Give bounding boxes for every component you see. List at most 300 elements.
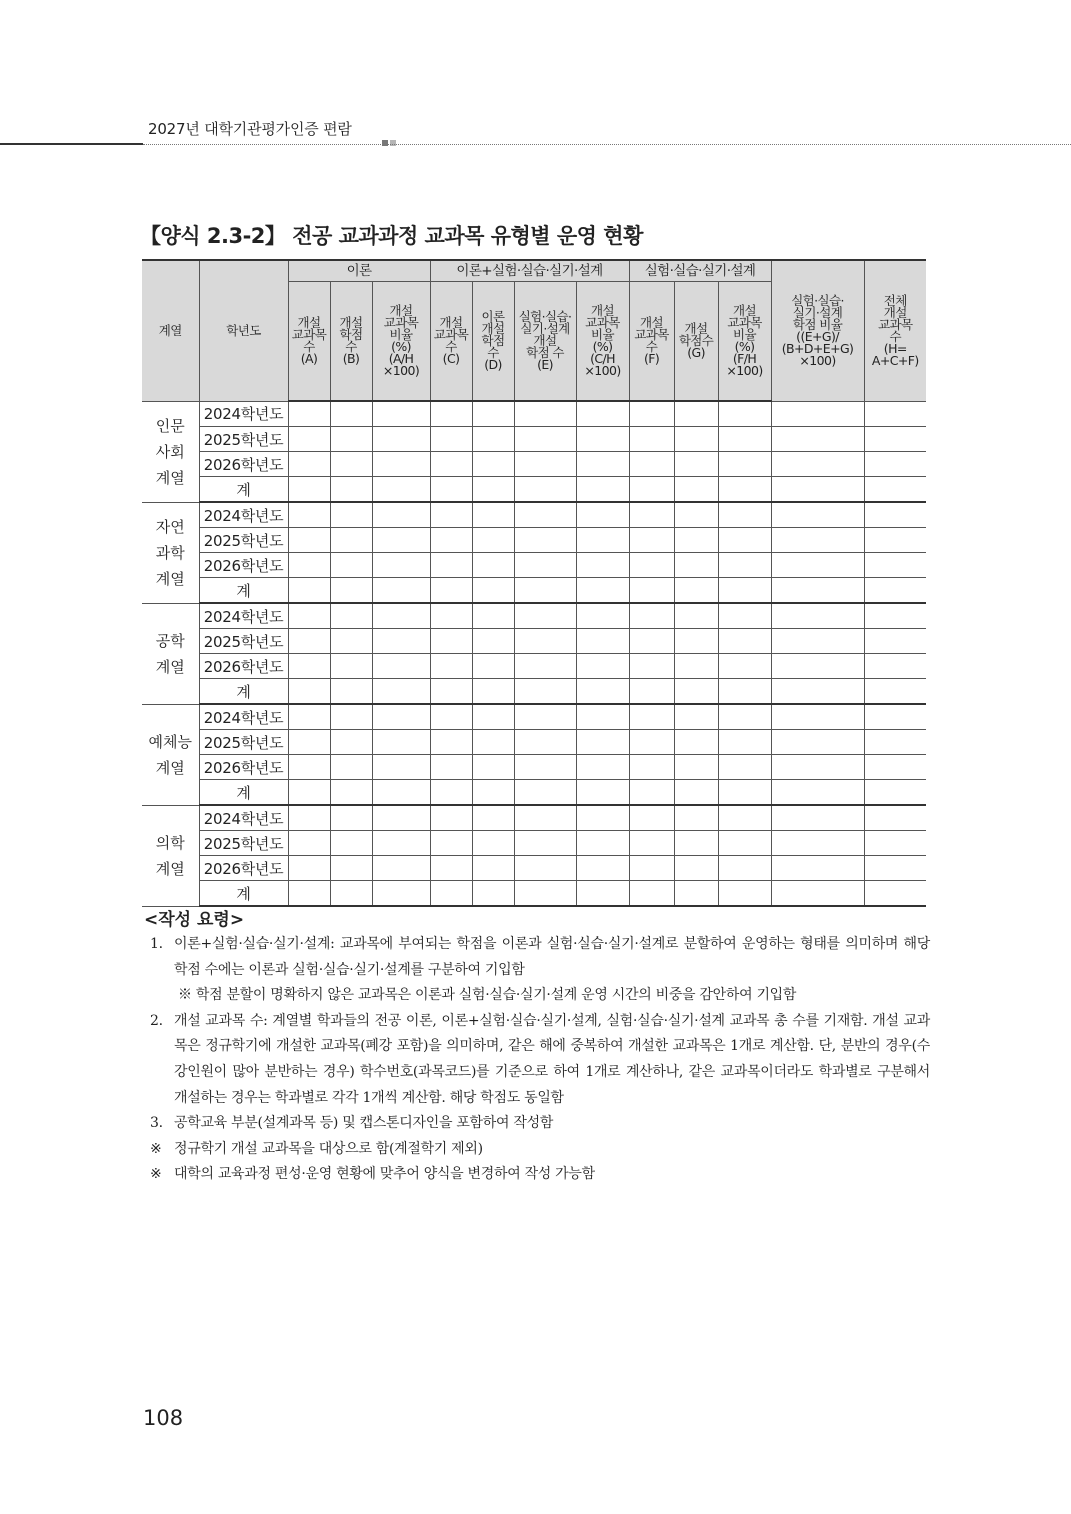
data-cell[interactable] [288,856,330,881]
data-cell[interactable] [718,856,771,881]
data-cell[interactable] [771,704,864,730]
data-cell[interactable] [472,578,514,604]
guide-item-number: 2. [150,1012,163,1029]
category-name-line: 계열 [155,758,185,777]
data-cell[interactable] [864,654,926,679]
data-cell[interactable] [674,730,718,755]
data-cell[interactable] [864,477,926,503]
data-cell[interactable] [288,654,330,679]
data-cell[interactable] [629,831,674,856]
data-cell[interactable] [771,856,864,881]
data-cell[interactable] [576,856,629,881]
data-cell[interactable] [514,629,576,654]
data-cell[interactable] [674,805,718,831]
guide-item-text: 공학교육 부분(설계과목 등) 및 캡스톤디자인을 포함하여 작성함 [174,1115,554,1132]
data-cell[interactable] [514,427,576,452]
data-cell[interactable] [472,881,514,907]
data-cell[interactable] [330,831,372,856]
header-squares-decoration [382,131,398,150]
data-cell[interactable] [576,881,629,907]
data-cell[interactable] [472,679,514,705]
data-cell[interactable] [514,452,576,477]
data-cell[interactable] [864,805,926,831]
data-cell[interactable] [372,704,430,730]
table-row [142,780,926,806]
category-name-line: 계열 [155,657,185,676]
data-cell[interactable] [718,502,771,528]
data-cell[interactable] [629,502,674,528]
data-cell[interactable] [514,553,576,578]
data-cell[interactable] [372,629,430,654]
data-cell[interactable] [372,755,430,780]
data-cell[interactable] [288,679,330,705]
header-sub-column [629,282,674,402]
data-cell[interactable] [288,401,330,427]
data-cell[interactable] [472,856,514,881]
data-cell[interactable] [629,553,674,578]
data-cell[interactable] [629,780,674,806]
data-cell[interactable] [372,401,430,427]
data-cell[interactable] [576,805,629,831]
data-cell[interactable] [674,477,718,503]
data-cell[interactable] [472,452,514,477]
data-cell[interactable] [771,502,864,528]
data-cell[interactable] [472,477,514,503]
data-cell[interactable] [718,553,771,578]
data-cell[interactable] [288,553,330,578]
data-cell[interactable] [864,881,926,907]
data-cell[interactable] [629,730,674,755]
data-cell[interactable] [330,603,372,629]
data-cell[interactable] [514,477,576,503]
data-cell[interactable] [288,881,330,907]
data-cell[interactable] [430,856,472,881]
data-cell[interactable] [629,629,674,654]
data-cell[interactable] [514,654,576,679]
data-cell[interactable] [718,654,771,679]
data-cell[interactable] [288,730,330,755]
header-line: 실험·실습· [518,309,572,324]
data-cell[interactable] [629,603,674,629]
data-cell[interactable] [330,679,372,705]
data-cell[interactable] [430,805,472,831]
data-cell[interactable] [674,755,718,780]
data-cell[interactable] [864,528,926,553]
data-cell[interactable] [472,553,514,578]
guide-item-number: ※ [150,1166,162,1183]
data-cell[interactable] [472,730,514,755]
data-cell[interactable] [771,755,864,780]
data-cell[interactable] [771,401,864,427]
table-row [142,502,926,528]
course-type-table [142,259,926,907]
data-cell[interactable] [629,704,674,730]
data-cell[interactable] [372,603,430,629]
data-cell[interactable] [771,831,864,856]
data-cell[interactable] [288,578,330,604]
data-cell[interactable] [514,401,576,427]
data-cell[interactable] [718,427,771,452]
data-cell[interactable] [629,401,674,427]
data-cell[interactable] [288,780,330,806]
data-cell[interactable] [576,603,629,629]
data-cell[interactable] [576,578,629,604]
header-line: 학점수 [678,333,714,348]
data-cell[interactable] [718,805,771,831]
data-cell[interactable] [514,831,576,856]
header-line: (E) [537,357,553,372]
table-row [142,805,926,831]
data-cell[interactable] [674,780,718,806]
header-line: 개설 [591,303,614,318]
data-cell[interactable] [674,427,718,452]
data-cell[interactable] [771,553,864,578]
data-cell[interactable] [514,679,576,705]
data-cell[interactable] [576,502,629,528]
data-cell[interactable] [674,856,718,881]
data-cell[interactable] [288,502,330,528]
header-line: ×100) [726,363,763,378]
data-cell[interactable] [288,755,330,780]
data-cell[interactable] [330,856,372,881]
data-cell[interactable] [674,553,718,578]
data-cell[interactable] [718,755,771,780]
data-cell[interactable] [372,881,430,907]
data-cell[interactable] [372,578,430,604]
data-cell[interactable] [674,704,718,730]
data-cell[interactable] [576,831,629,856]
data-cell[interactable] [576,629,629,654]
data-cell[interactable] [864,578,926,604]
data-cell[interactable] [576,679,629,705]
data-cell[interactable] [372,427,430,452]
data-cell[interactable] [472,805,514,831]
data-cell[interactable] [864,730,926,755]
data-cell[interactable] [330,704,372,730]
data-cell[interactable] [514,805,576,831]
data-cell[interactable] [718,578,771,604]
data-cell[interactable] [330,401,372,427]
data-cell[interactable] [288,603,330,629]
data-cell[interactable] [718,881,771,907]
data-cell[interactable] [430,553,472,578]
data-cell[interactable] [430,654,472,679]
data-cell[interactable] [771,603,864,629]
data-cell[interactable] [472,528,514,553]
table-row [142,730,926,755]
table-row [142,528,926,553]
data-cell[interactable] [771,629,864,654]
data-cell[interactable] [771,427,864,452]
data-cell[interactable] [674,679,718,705]
data-cell[interactable] [718,401,771,427]
data-cell[interactable] [372,831,430,856]
data-cell[interactable] [674,881,718,907]
header-line: 수 [345,339,357,354]
data-cell[interactable] [718,730,771,755]
data-cell[interactable] [576,477,629,503]
data-cell[interactable] [864,553,926,578]
data-cell[interactable] [472,427,514,452]
data-cell[interactable] [330,553,372,578]
data-cell[interactable] [576,704,629,730]
data-cell[interactable] [674,502,718,528]
data-cell[interactable] [674,578,718,604]
data-cell[interactable] [629,477,674,503]
category-name-line: 공학 [155,631,185,650]
data-cell[interactable] [718,629,771,654]
data-cell[interactable] [330,452,372,477]
data-cell[interactable] [771,654,864,679]
data-cell[interactable] [718,477,771,503]
year-cell: 2026학년도 [199,452,288,477]
data-cell[interactable] [629,528,674,553]
data-cell[interactable] [718,603,771,629]
data-cell[interactable] [576,654,629,679]
data-cell[interactable] [718,780,771,806]
data-cell[interactable] [472,629,514,654]
data-cell[interactable] [718,528,771,553]
data-cell[interactable] [430,704,472,730]
data-cell[interactable] [472,502,514,528]
data-cell[interactable] [629,578,674,604]
data-cell[interactable] [372,502,430,528]
data-cell[interactable] [430,730,472,755]
data-cell[interactable] [576,528,629,553]
header-practice-credit-ratio [771,260,864,401]
header-line: 교과목 [433,327,469,342]
data-cell[interactable] [430,755,472,780]
data-cell[interactable] [576,730,629,755]
data-cell[interactable] [330,528,372,553]
data-cell[interactable] [771,679,864,705]
data-cell[interactable] [288,629,330,654]
data-cell[interactable] [771,452,864,477]
data-cell[interactable] [472,401,514,427]
data-cell[interactable] [864,603,926,629]
data-cell[interactable] [472,654,514,679]
data-cell[interactable] [514,755,576,780]
data-cell[interactable] [771,578,864,604]
table-row [142,831,926,856]
header-line: (H= [883,340,907,356]
header-group-practice: 실험·실습·실기·설계 [629,260,771,282]
data-cell[interactable] [514,502,576,528]
data-cell[interactable] [472,704,514,730]
header-line: 수 [445,339,457,354]
data-cell[interactable] [472,603,514,629]
data-cell[interactable] [674,528,718,553]
data-cell[interactable] [864,427,926,452]
data-cell[interactable] [330,805,372,831]
guide-item-number: ※ [150,1140,162,1157]
data-cell[interactable] [864,780,926,806]
data-cell[interactable] [514,704,576,730]
data-cell[interactable] [430,477,472,503]
data-cell[interactable] [288,477,330,503]
guide-title: <작성 요령> [144,910,245,930]
data-cell[interactable] [288,805,330,831]
header-line: (D) [484,357,502,372]
data-cell[interactable] [430,578,472,604]
data-cell[interactable] [372,452,430,477]
data-cell[interactable] [472,831,514,856]
data-cell[interactable] [514,780,576,806]
data-cell[interactable] [629,856,674,881]
data-cell[interactable] [674,603,718,629]
data-cell[interactable] [576,427,629,452]
data-cell[interactable] [771,881,864,907]
year-cell: 계 [199,477,288,503]
year-cell: 2024학년도 [199,603,288,629]
data-cell[interactable] [864,755,926,780]
data-cell[interactable] [330,755,372,780]
data-cell[interactable] [864,679,926,705]
data-cell[interactable] [514,881,576,907]
category-name [142,502,199,603]
category-name [142,603,199,704]
header-group-theory: 이론 [288,260,430,282]
data-cell[interactable] [430,427,472,452]
header-line: 수 [889,328,902,344]
data-cell[interactable] [514,578,576,604]
guide-item [150,932,930,983]
header-line: 교과목 [634,327,669,342]
data-cell[interactable] [718,452,771,477]
header-line: 학점 [481,333,505,348]
data-cell[interactable] [430,629,472,654]
header-line: 학점 비율 [792,316,843,332]
data-cell[interactable] [430,679,472,705]
data-cell[interactable] [330,427,372,452]
year-cell: 2025학년도 [199,528,288,553]
data-cell[interactable] [629,427,674,452]
data-cell[interactable] [330,578,372,604]
data-cell[interactable] [864,502,926,528]
guide-item [150,1162,930,1188]
data-cell[interactable] [430,502,472,528]
data-cell[interactable] [718,704,771,730]
data-cell[interactable] [674,401,718,427]
year-cell: 2024학년도 [199,401,288,427]
table-row [142,477,926,503]
header-line: 개설 [297,315,321,330]
header-line: 비율 [389,327,413,342]
data-cell[interactable] [718,831,771,856]
header-line: A+C+F) [871,352,919,368]
data-cell[interactable] [372,679,430,705]
data-cell[interactable] [864,831,926,856]
data-cell[interactable] [629,679,674,705]
data-cell[interactable] [514,528,576,553]
guide-item [150,1009,930,1111]
data-cell[interactable] [674,831,718,856]
data-cell[interactable] [576,452,629,477]
data-cell[interactable] [576,755,629,780]
data-cell[interactable] [372,477,430,503]
data-cell[interactable] [472,755,514,780]
header-line: 개설 [339,315,363,330]
data-cell[interactable] [771,528,864,553]
data-cell[interactable] [330,629,372,654]
data-cell[interactable] [330,502,372,528]
data-cell[interactable] [576,401,629,427]
data-cell[interactable] [771,730,864,755]
data-cell[interactable] [288,452,330,477]
data-cell[interactable] [771,780,864,806]
data-cell[interactable] [430,452,472,477]
data-cell[interactable] [430,881,472,907]
year-cell: 2025학년도 [199,730,288,755]
header-sub-column [288,282,330,402]
data-cell[interactable] [864,401,926,427]
data-cell[interactable] [372,528,430,553]
header-line: 개설 [481,321,505,336]
data-cell[interactable] [288,528,330,553]
data-cell[interactable] [288,831,330,856]
data-cell[interactable] [771,477,864,503]
data-cell[interactable] [674,629,718,654]
data-cell[interactable] [430,528,472,553]
data-cell[interactable] [372,654,430,679]
data-cell[interactable] [330,881,372,907]
data-cell[interactable] [629,755,674,780]
data-cell[interactable] [514,603,576,629]
data-cell[interactable] [629,805,674,831]
data-cell[interactable] [372,856,430,881]
data-cell[interactable] [430,780,472,806]
data-cell[interactable] [430,831,472,856]
guide-item-number: 3. [150,1115,163,1132]
header-sub-column [330,282,372,402]
data-cell[interactable] [330,780,372,806]
data-cell[interactable] [330,654,372,679]
data-cell[interactable] [430,603,472,629]
data-cell[interactable] [629,452,674,477]
data-cell[interactable] [514,856,576,881]
data-cell[interactable] [372,553,430,578]
category-name-line: 자연 [155,517,185,536]
data-cell[interactable] [718,679,771,705]
data-cell[interactable] [864,629,926,654]
data-cell[interactable] [330,730,372,755]
header-group-mixed: 이론+실험·실습·실기·설계 [430,260,629,282]
header-line: (A/H [388,351,414,366]
data-cell[interactable] [514,730,576,755]
data-cell[interactable] [372,805,430,831]
data-cell[interactable] [372,730,430,755]
data-cell[interactable] [472,780,514,806]
data-cell[interactable] [288,704,330,730]
data-cell[interactable] [288,427,330,452]
data-cell[interactable] [430,401,472,427]
header-line: 수 [645,339,658,354]
header-rule-dotted [143,144,1071,145]
data-cell[interactable] [864,704,926,730]
data-cell[interactable] [864,856,926,881]
data-cell[interactable] [372,780,430,806]
data-cell[interactable] [674,654,718,679]
data-cell[interactable] [674,452,718,477]
data-cell[interactable] [576,780,629,806]
data-cell[interactable] [629,881,674,907]
data-cell[interactable] [330,477,372,503]
data-cell[interactable] [864,452,926,477]
data-cell[interactable] [576,553,629,578]
header-line: 실기·설계 [792,304,843,320]
data-cell[interactable] [629,654,674,679]
data-cell[interactable] [771,805,864,831]
